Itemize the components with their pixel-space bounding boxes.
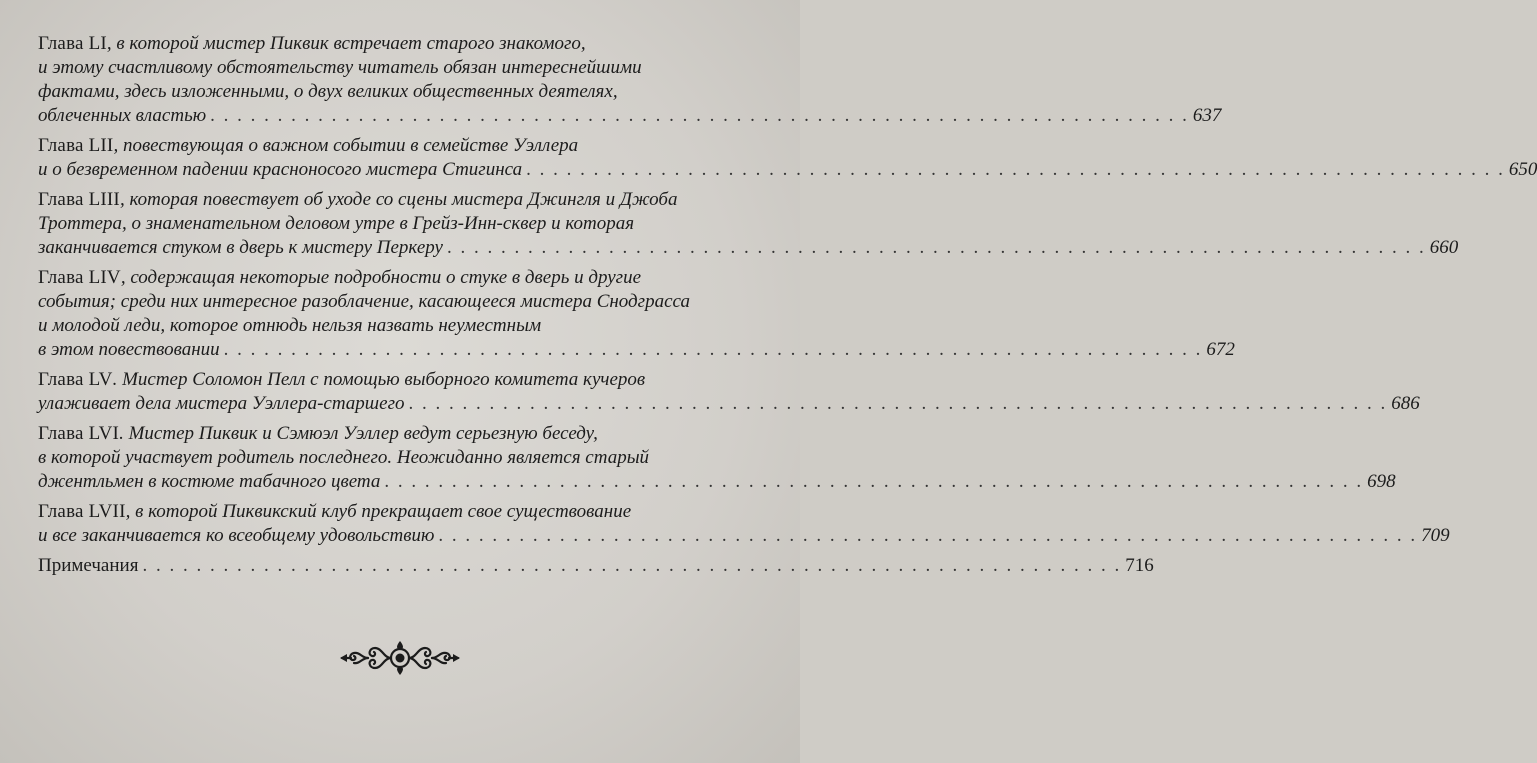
page-number: 650 bbox=[1508, 159, 1537, 180]
page-number: 686 bbox=[1391, 393, 1420, 414]
page-number: 660 bbox=[1429, 237, 1459, 258]
table-of-contents bbox=[38, 32, 1537, 584]
chapter-title-line: , которая повествует об уходе со сцены мистера Джингля и Джоба bbox=[119, 189, 678, 210]
page-number: 709 bbox=[1421, 525, 1450, 546]
toc-entry[interactable] bbox=[38, 500, 1450, 548]
chapter-title-line: и все заканчивается ко всеобщему удовольствию bbox=[38, 525, 435, 546]
chapter-number: Глава LIV bbox=[38, 267, 121, 288]
toc-entry[interactable] bbox=[38, 368, 1420, 416]
page-number: 698 bbox=[1367, 471, 1396, 492]
dot-leader: . . . . . . . . . . . . . . . . . . . . . . . . . . . . . . . . . . . . . . . . . . . . . . . . . . . . . . . . . . . . . . . . . . . . . . . . . bbox=[446, 237, 1426, 258]
notes-label: Примечания bbox=[38, 555, 139, 576]
chapter-title-line: события; среди них интересное разоблачение, касающееся мистера Снодграсса bbox=[38, 291, 690, 312]
dot-leader: . . . . . . . . . . . . . . . . . . . . . . . . . . . . . . . . . . . . . . . . . . . . . . . . . . . . . . . . . . . . . . . . . . . . . . . . . bbox=[408, 393, 1388, 414]
scroll-ornament-icon bbox=[338, 636, 462, 680]
chapter-number: Глава LVII bbox=[38, 501, 126, 522]
chapter-title-line: джентльмен в костюме табачного цвета bbox=[38, 471, 381, 492]
chapter-title-line: в которой участвует родитель последнего. Неожиданно является старый bbox=[38, 447, 650, 468]
toc-entry-notes[interactable] bbox=[38, 554, 1154, 578]
chapter-title-line: . Мистер Соломон Пелл с помощью выборного комитета кучеров bbox=[112, 369, 646, 390]
chapter-title-line: облеченных властью bbox=[38, 105, 207, 126]
chapter-number: Глава LIII bbox=[38, 189, 120, 210]
chapter-title-line: , повествующая о важном событии в семействе Уэллера bbox=[113, 135, 579, 156]
chapter-title-line: в этом повествовании bbox=[38, 339, 220, 360]
chapter-title-line: фактами, здесь изложенными, о двух великих общественных деятелях, bbox=[38, 81, 618, 102]
chapter-title-line: и о безвременном падении красноносого мистера Стигинса bbox=[38, 159, 523, 180]
page-number: 637 bbox=[1192, 105, 1222, 126]
dot-leader: . . . . . . . . . . . . . . . . . . . . . . . . . . . . . . . . . . . . . . . . . . . . . . . . . . . . . . . . . . . . . . . . . . . . . . . . . bbox=[526, 159, 1505, 180]
toc-entry[interactable] bbox=[38, 188, 1459, 260]
chapter-number: Глава LVI bbox=[38, 423, 120, 444]
chapter-title-line: и молодой леди, которое отнюдь нельзя назвать неуместным bbox=[38, 315, 542, 336]
chapter-title-line: , содержащая некоторые подробности о стуке в дверь и другие bbox=[120, 267, 642, 288]
dot-leader: . . . . . . . . . . . . . . . . . . . . . . . . . . . . . . . . . . . . . . . . . . . . . . . . . . . . . . . . . . . . . . . . . . . . . . . . . bbox=[142, 555, 1122, 576]
dot-leader: . . . . . . . . . . . . . . . . . . . . . . . . . . . . . . . . . . . . . . . . . . . . . . . . . . . . . . . . . . . . . . . . . . . . . . . . . bbox=[438, 525, 1418, 546]
toc-entry[interactable] bbox=[38, 134, 1537, 182]
chapter-title-line: , в которой мистер Пиквик встречает старого знакомого, bbox=[106, 33, 586, 54]
chapter-title-line: улаживает дела мистера Уэллера-старшего bbox=[38, 393, 405, 414]
chapter-title-line: Троттера, о знаменательном деловом утре в Грейз-Инн-сквер и которая bbox=[38, 213, 635, 234]
chapter-title-line: , в которой Пиквикский клуб прекращает свое существование bbox=[125, 501, 632, 522]
chapter-number: Глава LV bbox=[38, 369, 113, 390]
toc-entry[interactable] bbox=[38, 266, 1235, 362]
dot-leader: . . . . . . . . . . . . . . . . . . . . . . . . . . . . . . . . . . . . . . . . . . . . . . . . . . . . . . . . . . . . . . . . . . . . . . . . . bbox=[223, 339, 1203, 360]
chapter-number: Глава LII bbox=[38, 135, 114, 156]
chapter-title-line: и этому счастливому обстоятельству читатель обязан интереснейшими bbox=[38, 57, 642, 78]
chapter-number: Глава LI bbox=[38, 33, 107, 54]
dot-leader: . . . . . . . . . . . . . . . . . . . . . . . . . . . . . . . . . . . . . . . . . . . . . . . . . . . . . . . . . . . . . . . . . . . . . . . . . bbox=[210, 105, 1189, 126]
dot-leader: . . . . . . . . . . . . . . . . . . . . . . . . . . . . . . . . . . . . . . . . . . . . . . . . . . . . . . . . . . . . . . . . . . . . . . . . . bbox=[384, 471, 1364, 492]
chapter-title-line: . Мистер Пиквик и Сэмюэл Уэллер ведут серьезную беседу, bbox=[119, 423, 598, 444]
toc-entry[interactable] bbox=[38, 32, 1222, 128]
chapter-title-line: заканчивается стуком в дверь к мистеру Перкеру bbox=[38, 237, 443, 258]
page-number: 672 bbox=[1206, 339, 1235, 360]
toc-entry[interactable] bbox=[38, 422, 1396, 494]
page-number: 716 bbox=[1125, 555, 1154, 576]
